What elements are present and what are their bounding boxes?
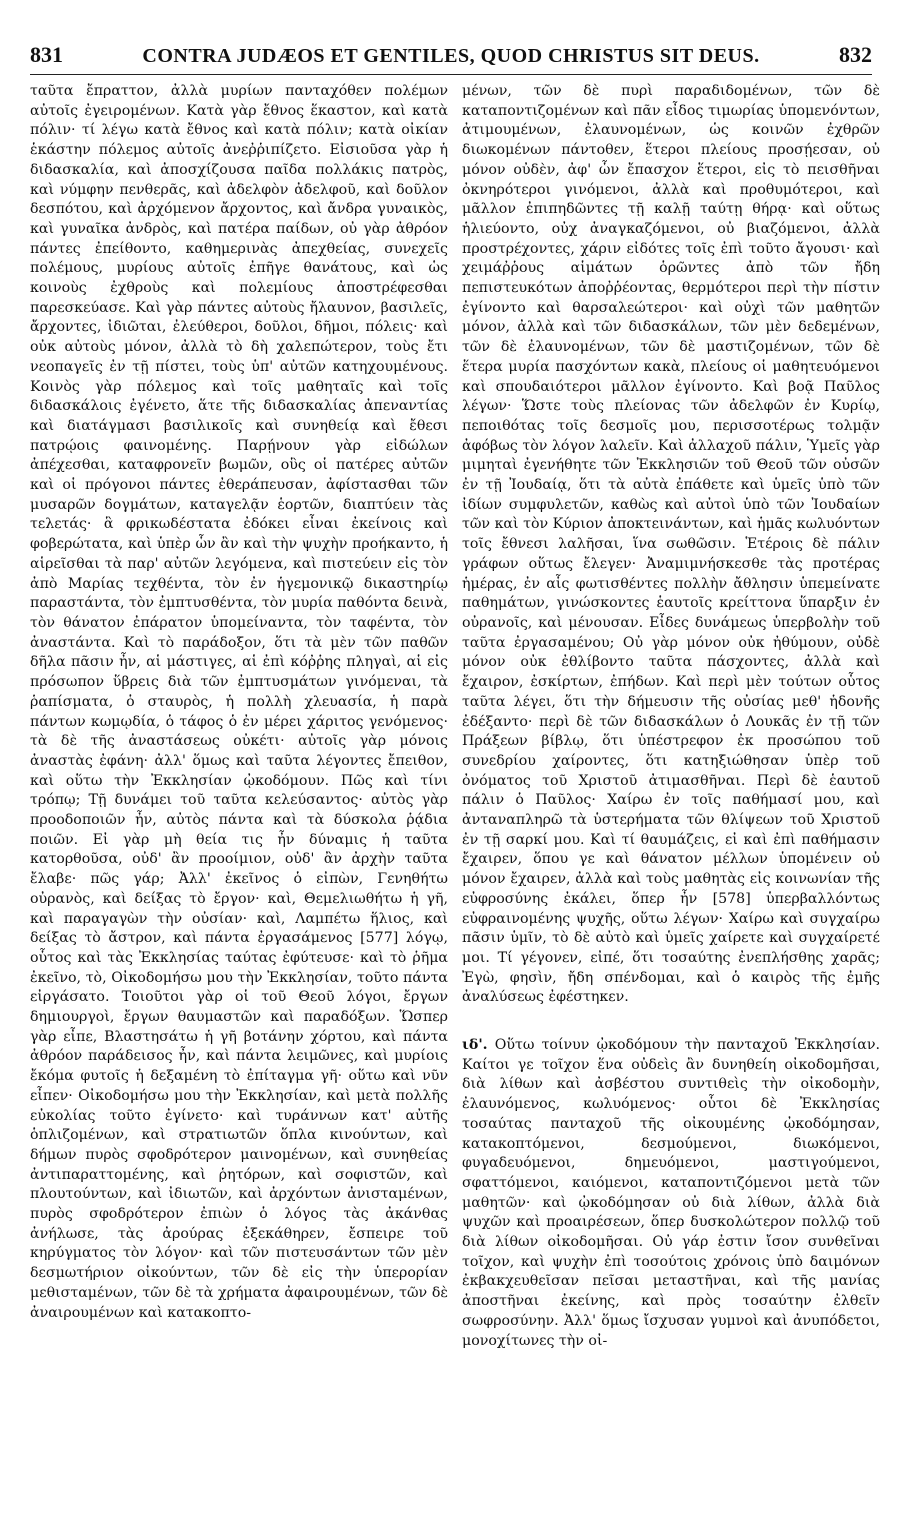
left-column-text: ταῦτα ἔπραττον, ἀλλὰ μυρίων πανταχόθεν πολέμων αὐτοῖς ἐγειρομένων. Κατὰ γὰρ ἔθνος ἕκαστον, καὶ κατὰ πόλιν· τί λέγω κατὰ ἔθνος καὶ κατὰ πόλιν; κατὰ οἰκίαν ἑκάστην πόλεμος αὐτοῖς ἀνεῤῥιπίζετο. Εἰσιοῦσα γὰρ ἡ διδασκαλία, καὶ ἀποσχίζουσα παῖδα πολλάκις πατρὸς, καὶ νύμφην πενθερᾶς, καὶ ἀδελφὸν ἀδελφοῦ, καὶ δοῦλον δεσπότου, καὶ ἀρχόμενον ἄρχοντος, καὶ ἄνδρα γυναικὸς, καὶ γυναῖκα ἀνδρὸς, καὶ πατέρα παίδων, οὐ γὰρ ἀθρόον πάντες ἐπείθοντο, καθημερινὰς ἀπεχθείας, συνεχεῖς πολέμους, μυρίους αὐτοῖς ἐπῆγε θανάτους, καὶ ὡς κοινοὺς ἐχθροὺς καὶ πολεμίους ἀποστρέφεσθαι παρεσκεύασε. Καὶ γὰρ πάντες αὐτοὺς ἤλαυνον, βασιλεῖς, ἄρχοντες, ἰδιῶται, ἐλεύθεροι, δοῦλοι, δῆμοι, πόλεις· καὶ οὐκ αὐτοὺς μόνον, ἀλλὰ τὸ δὴ χαλεπώτερον, τοὺς ἔτι νεοπαγεῖς ἐν τῇ πίστει, τοὺς ὑπ' αὐτῶν κατηχουμένους. Κοινὸς γὰρ πόλεμος καὶ τοῖς μαθηταῖς καὶ τοῖς διδασκάλοις ἐγένετο, ἅτε τῆς διδασκαλίας ἀπεναντίας καὶ διατάγμασι βασιλικοῖς καὶ συνηθείᾳ καὶ ἔθεσι πατρῴοις φαινομένης. Παρῄνουν γὰρ εἰδώλων ἀπέχεσθαι, καταφρονεῖν βωμῶν, οὓς οἱ πατέρες αὐτῶν καὶ οἱ πρόγονοι πάντες ἐθεράπευσαν, ἀφίστασθαι τῶν μυσαρῶν δογμάτων, καταγελᾷν ἑορτῶν, διαπτύειν τὰς τελετάς· ἃ φρικωδέστατα ἐδόκει εἶναι ἐκείνοις καὶ φοβερώτατα, καὶ ὑπὲρ ὧν ἂν καὶ τὴν ψυχὴν προήκαντο, ἡ αἱρεῖσθαι τὰ παρ' αὐτῶν λεγόμενα, καὶ πιστεύειν εἰς τὸν ἀπὸ Μαρίας τεχθέντα, τὸν ἐν ἡγεμονικῷ δικαστηρίῳ παραστάντα, τὸν ἐμπτυσθέντα, τὸν μυρία παθόντα δεινὰ, τὸν θάνατον ἐπάρατον ὑπομείναντα, τὸν ταφέντα, τὸν ἀναστάντα. Καὶ τὸ παράδοξον, ὅτι τὰ μὲν τῶν παθῶν δῆλα πᾶσιν ἦν, αἱ μάστιγες, αἱ ἐπὶ κόῤῥης πληγαὶ, αἱ εἰς πρόσωπον ὕβρεις διὰ τῶν ἐμπτυσμάτων γινόμεναι, τὰ ῥαπίσματα, ὁ σταυρὸς, ἡ πολλὴ χλευασία, ἡ παρὰ πάντων κωμῳδία, ὁ τάφος ὁ ἐν μέρει χάριτος γενόμενος· τὰ δὲ τῆς ἀναστάσεως οὐκέτι· αὐτοῖς γὰρ μόνοις ἀναστὰς ἐφάνη· ἀλλ' ὅμως καὶ ταῦτα λέγοντες ἔπειθον, καὶ οὕτω τὴν Ἐκκλησίαν ᾠκοδόμουν. Πῶς καὶ τίνι τρόπῳ; Τῇ δυνάμει τοῦ ταῦτα κελεύσαντος· αὐτὸς γὰρ προοδοποιῶν ἦν, αὐτὸς πάντα καὶ τὰ δύσκολα ῥᾴδια ποιῶν. Εἰ γὰρ μὴ θεία τις ἦν δύναμις ἡ ταῦτα κατορθοῦσα, οὐδ' ἂν προοίμιον, οὐδ' ἂν ἀρχὴν ταῦτα ἔλαβε· πῶς γάρ; Ἀλλ' ἐκεῖνος ὁ εἰπὼν, Γενηθήτω οὐρανὸς, καὶ δείξας τὸ ἔργον· καὶ, Θεμελιωθήτω ἡ γῆ, καὶ παραγαγὼν τὴν οὐσίαν· καὶ, Λαμπέτω ἥλιος, καὶ δείξας τὸ ἄστρον, καὶ πάντα ἐργασάμενος [577] λόγῳ, οὗτος καὶ τὰς Ἐκκλησίας ταύτας ἐφύτευσε· καὶ τὸ ῥῆμα ἐκεῖνο, τὸ, Οἰκοδομήσω μου τὴν Ἐκκλησίαν, τοῦτο πάντα εἰργάσατο. Τοιοῦτοι γὰρ οἱ τοῦ Θεοῦ λόγοι, ἔργων δημιουργοὶ, ἔργων θαυμαστῶν καὶ παραδόξων. Ὥσπερ γὰρ εἶπε, Βλαστησάτω ἡ γῆ βοτάνην χόρτου, καὶ πάντα ἀθρόον παράδεισος ἦν, καὶ πάντα λειμῶνες, καὶ μυρίοις ἔκόμα φυτοῖς ἡ δεξαμένη τὸ ἐπίταγμα γῆ· οὕτω καὶ νῦν εἶπεν· Οἰκοδομήσω μου τὴν Ἐκκλησίαν, καὶ μετὰ πολλῆς εὐκολίας τοῦτο ἐγίνετο· καὶ τυράννων κατ' αὐτῆς ὁπλιζομένων, καὶ στρατιωτῶν ὅπλα κινούντων, καὶ δήμων πυρὸς σφοδρότερον μαινομένων, καὶ συνηθείας ἀντιπαραττομένης, καὶ ῥητόρων, καὶ σοφιστῶν, καὶ πλουτούντων, καὶ ἰδιωτῶν, καὶ ἀρχόντων ἀνισταμένων, πυρὸς σφοδρότερον ἐπιὼν ὁ λόγος τὰς ἀκάνθας ἀνήλωσε, τὰς ἀρούρας ἐξεκάθηρεν, ἔσπειρε τοῦ κηρύγματος τὸν λόγον· καὶ τῶν πιστευσάντων τῶν μὲν δεσμωτήριον οἰκούντων, τῶν δὲ εἰς τὴν ὑπερορίαν μεθισταμένων, τῶν δὲ τὰ χρήματα ἀφαιρουμένων, τῶν δὲ ἀναιρουμένων καὶ κατακοπτο- xyxy=(30,83,448,1321)
right-column-number: 832 xyxy=(839,42,872,67)
section-number: ιδ'. xyxy=(462,1037,488,1054)
left-column-number: 831 xyxy=(30,42,63,67)
right-column xyxy=(462,82,880,1351)
section-paragraph xyxy=(462,1036,880,1351)
header-rule xyxy=(30,74,872,75)
running-title: CONTRA JUDÆOS ET GENTILES, QUOD CHRISTUS SIT DEUS. xyxy=(142,45,760,67)
left-column xyxy=(30,82,448,1323)
section-text: Οὕτω τοίνυν ᾠκοδόμουν τὴν πανταχοῦ Ἐκκλησίαν. Καίτοι γε τοῖχον ἕνα οὐδεὶς ἂν δυνηθείη οἰκοδομῆσαι, διὰ λίθων καὶ ἀσβέστου συντιθεὶς τὴν οἰκοδομὴν, ἐλαυνόμενος, κωλυόμενος· οὗτοι δὲ Ἐκκλησίας τοσαύτας πανταχοῦ τῆς οἰκουμένης ᾠκοδόμησαν, κατακοπτόμενοι, δεσμούμενοι, διωκόμενοι, φυγαδευόμενοι, δημευόμενοι, μαστιγούμενοι, σφαττόμενοι, καιόμενοι, καταποντιζόμενοι μετὰ τῶν μαθητῶν· καὶ ᾠκοδόμησαν οὐ διὰ λίθων, ἀλλὰ διὰ ψυχῶν καὶ προαιρέσεων, ὅπερ δυσκολώτερον πολλῷ τοῦ διὰ λίθων οἰκοδομῆσαι. Οὐ γάρ ἐστιν ἴσον συνθεῖναι τοῖχον, καὶ ψυχὴν ἐπὶ τοσούτοις χρόνοις ὑπὸ δαιμόνων ἐκβακχευθεῖσαν πεῖσαι μεταστῆναι, καὶ τῆς μανίας ἀποστῆναι ἐκείνης, καὶ πρὸς τοσαύτην ἐλθεῖν σωφροσύνην. Ἀλλ' ὅμως ἴσχυσαν γυμνοὶ καὶ ἀνυπόδετοι, μονοχίτωνες τὴν οἰ- xyxy=(462,1037,880,1349)
right-column-text: μένων, τῶν δὲ πυρὶ παραδιδομένων, τῶν δὲ καταποντιζομένων καὶ πᾶν εἶδος τιμωρίας ὑπομενόντων, ἀτιμουμένων, ἐλαυνομένων, ὡς κοινῶν ἐχθρῶν διωκομένων πάντοθεν, ἕτεροι πλείους προσῄεσαν, οὐ μόνον οὐδὲν, ἀφ' ὧν ἔπασχον ἕτεροι, εἰς τὸ πεισθῆναι ὀκνηρότεροι γινόμενοι, ἀλλὰ καὶ προθυμότεροι, καὶ μᾶλλον ἐπιπηδῶντες τῇ καλῇ ταύτῃ θήρᾳ· καὶ οὕτως ἡλιεύοντο, οὐχ ἀναγκαζόμενοι, οὐ βιαζόμενοι, ἀλλὰ προστρέχοντες, χάριν εἰδότες τοῖς ἐπὶ τοῦτο ἄγουσι· καὶ χειμάῤῥους αἱμάτων ὁρῶντες ἀπὸ τῶν ἤδη πεπιστευκότων ἀποῤῥέοντας, θερμότεροι περὶ τὴν πίστιν ἐγίνοντο καὶ θαρσαλεώτεροι· καὶ οὐχὶ τῶν μαθητῶν μόνον, ἀλλὰ καὶ τῶν διδασκάλων, τῶν μὲν δεδεμένων, τῶν δὲ ἐλαυνομένων, τῶν δὲ μαστιζομένων, τῶν δὲ ἕτερα μυρία πασχόντων κακὰ, πλείους οἱ μαθητευόμενοι καὶ σπουδαιότεροι μᾶλλον ἐγίνοντο. Καὶ βοᾷ Παῦλος λέγων· Ὥστε τοὺς πλείονας τῶν ἀδελφῶν ἐν Κυρίῳ, πεποιθότας τοῖς δεσμοῖς μου, περισσοτέρως τολμᾷν ἀφόβως τὸν λόγον λαλεῖν. Καὶ ἀλλαχοῦ πάλιν, Ὑμεῖς γὰρ μιμηταὶ ἐγενήθητε τῶν Ἐκκλησιῶν τοῦ Θεοῦ τῶν οὐσῶν ἐν τῇ Ἰουδαίᾳ, ὅτι τὰ αὐτὰ ἐπάθετε καὶ ὑμεῖς ὑπὸ τῶν ἰδίων συμφυλετῶν, καθὼς καὶ αὐτοὶ ὑπὸ τῶν Ἰουδαίων τῶν καὶ τὸν Κύριον ἀποκτεινάντων, καὶ ἡμᾶς κωλυόντων τοῖς ἔθνεσι λαλῆσαι, ἵνα σωθῶσιν. Ἑτέροις δὲ πάλιν γράφων οὕτως ἔλεγεν· Ἀναμιμνήσκεσθε τὰς προτέρας ἡμέρας, ἐν αἷς φωτισθέντες πολλὴν ἄθλησιν ὑπεμείνατε παθημάτων, γινώσκοντες ἑαυτοῖς κρείττονα ὕπαρξιν ἐν οὐρανοῖς, καὶ μένουσαν. Εἶδες δυνάμεως ὑπερβολὴν τοῦ ταῦτα ἐργασαμένου; Οὐ γὰρ μόνον οὐκ ἠθύμουν, οὐδὲ μόνον οὐκ ἐθλίβοντο ταῦτα πάσχοντες, ἀλλὰ καὶ ἔχαιρον, ἐσκίρτων, ἐπήδων. Καὶ περὶ μὲν τούτων οὗτος ταῦτα λέγει, ὅτι τὴν δήμευσιν τῆς οὐσίας μεθ' ἡδονῆς ἐδέξαντο· περὶ δὲ τῶν διδασκάλων ὁ Λουκᾶς ἐν τῇ τῶν Πράξεων βίβλῳ, ὅτι ὑπέστρεφον ἐκ προσώπου τοῦ συνεδρίου χαίροντες, ὅτι κατηξιώθησαν ὑπὲρ τοῦ ὀνόματος τοῦ Χριστοῦ ἀτιμασθῆναι. Περὶ δὲ ἑαυτοῦ πάλιν ὁ Παῦλος· Χαίρω ἐν τοῖς παθήμασί μου, καὶ ἀνταναπληρῶ τὰ ὑστερήματα τῶν θλίψεων τοῦ Χριστοῦ ἐν τῇ σαρκί μου. Καὶ τί θαυμάζεις, εἰ καὶ ἐπὶ παθήμασιν ἔχαιρεν, ὅπου γε καὶ θάνατον μέλλων ὑπομένειν οὐ μόνον ἔχαιρεν, ἀλλὰ καὶ τοὺς μαθητὰς εἰς κοινωνίαν τῆς εὐφροσύνης ἐκάλει, ὅπερ ἦν [578] ὑπερβαλλόντως εὐφραινομένης ψυχῆς, οὕτω λέγων· Χαίρω καὶ συγχαίρω πᾶσιν ὑμῖν, τὸ δὲ αὐτὸ καὶ ὑμεῖς χαίρετε καὶ συγχαίρετέ μοι. Τί γέγονεν, εἰπέ, ὅτι τοσαύτης ἐνεπλήσθης χαρᾶς; Ἐγὼ, φησὶν, ἤδη σπένδομαι, καὶ ὁ καιρὸς τῆς ἐμῆς ἀναλύσεως ἐφέστηκεν. xyxy=(462,83,880,1006)
running-header xyxy=(30,42,872,74)
